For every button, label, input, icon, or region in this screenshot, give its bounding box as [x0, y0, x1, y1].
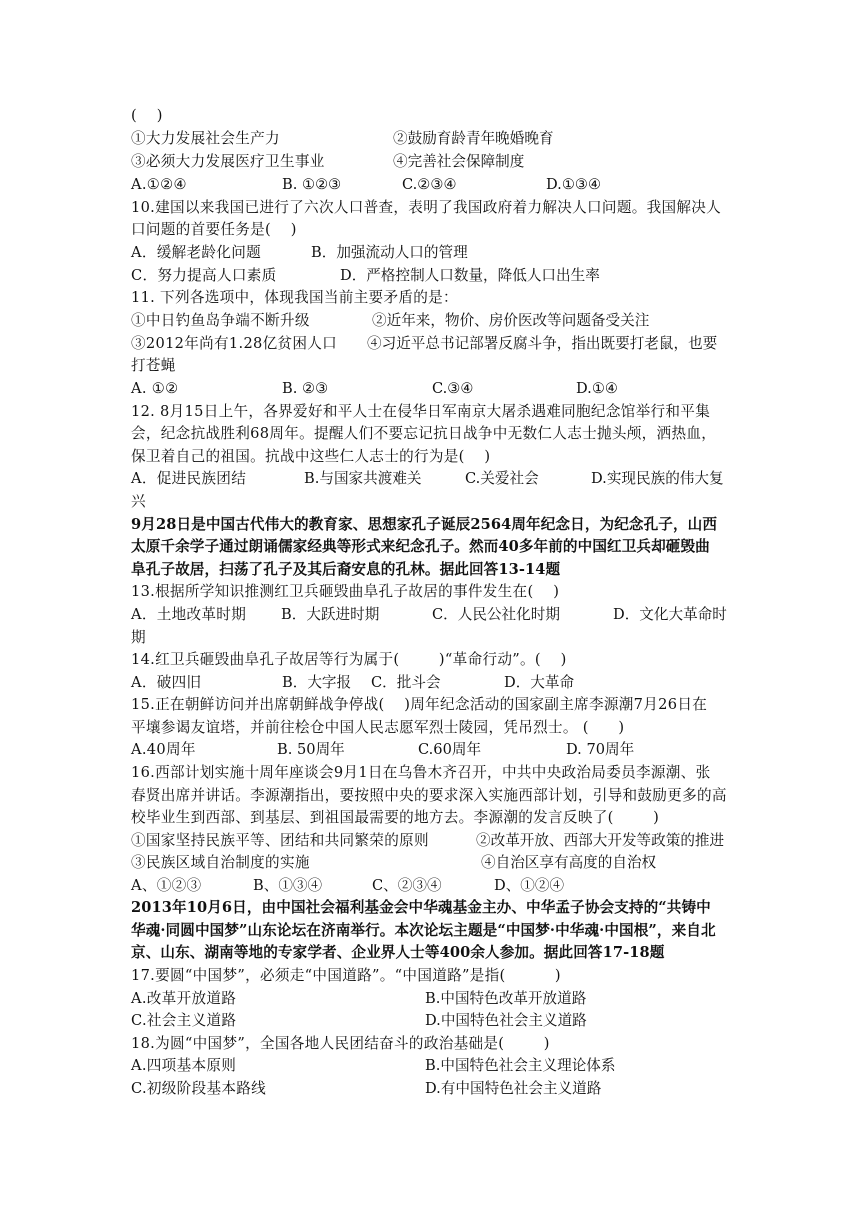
q17-choice-a: A.改革开放道路: [131, 990, 237, 1007]
q14-stem: 14.红卫兵砸毁曲阜孔子故居等行为属于( )“革命行动”。( ): [131, 651, 567, 668]
q15-choice-b: B. 50周年: [277, 741, 345, 758]
q16-stem-line3: 校毕业生到西部、到基层、到祖国最需要的地方去。李源潮的发言反映了( ): [131, 809, 660, 826]
q17-stem: 17.要圆“中国梦”，必须走“中国道路”。“中国道路”是指( ): [131, 967, 561, 984]
q10-choice-b: B．加强流动人口的管理: [311, 244, 468, 261]
q15-stem-line1: 15.正在朝鲜访问并出席朝鲜战争停战( )周年纪念活动的国家副主席李源潮7月26日在: [131, 696, 708, 713]
q16-option-2: ②改革开放、西部大开发等政策的推进: [476, 832, 725, 849]
q16-choice-d: D、①②④: [494, 877, 565, 894]
q17-choice-d: D.中国特色社会主义道路: [425, 1012, 587, 1029]
q11-option-3: ③2012年尚有1.28亿贫困人口: [131, 335, 338, 352]
q11-choice-b: B. ②③: [282, 380, 329, 397]
q13-stem: 13.根据所学知识推测红卫兵砸毁曲阜孔子故居的事件发生在( ): [131, 583, 560, 600]
q18-choice-a: A.四项基本原则: [131, 1057, 237, 1074]
q16-stem-line1: 16.西部计划实施十周年座谈会9月1日在乌鲁木齐召开，中共中央政治局委员李源潮、张: [131, 764, 711, 781]
q15-stem-line2: 平壤参谒友谊塔，并前往桧仓中国人民志愿军烈士陵园，凭吊烈士。 ( ): [131, 719, 625, 736]
q18-choice-b: B.中国特色社会主义理论体系: [425, 1057, 616, 1074]
q17-choice-b: B.中国特色改革开放道路: [425, 990, 587, 1007]
q12-choice-c: C.关爱社会: [465, 470, 539, 487]
q9-option-3: ③必须大力发展医疗卫生事业: [131, 153, 325, 170]
q13-choice-d-line1: D．文化大革命时: [613, 606, 727, 623]
material-1-line1: 9月28日是中国古代伟大的教育家、思想家孔子诞辰2564周年纪念日，为纪念孔子，山西: [131, 516, 718, 533]
q14-choice-d: D．大革命: [504, 674, 575, 691]
q11-stem: 11. 下列各选项中，体现我国当前主要矛盾的是：: [131, 289, 458, 306]
q16-stem-line2: 春贤出席并讲话。李源潮指出，要按照中央的要求深入实施西部计划，引导和鼓励更多的高: [131, 787, 727, 804]
q13-choice-d-line2: 期: [131, 629, 146, 646]
q13-choice-b: B．大跃进时期: [281, 606, 380, 623]
q15-choice-c: C.60周年: [418, 741, 482, 758]
q9-choice-b: B. ①②③: [282, 176, 342, 193]
q9-choice-c: C.②③④: [402, 176, 457, 193]
q11-choice-d: D.①④: [576, 380, 618, 397]
q18-stem: 18.为圆“中国梦”，全国各地人民团结奋斗的政治基础是( ): [131, 1035, 550, 1052]
q13-choice-c: C．人民公社化时期: [432, 606, 560, 623]
q11-option-4-line1: ④习近平总书记部署反腐斗争，指出既要打老鼠，也要: [367, 335, 718, 352]
q9-choice-d: D.①③④: [546, 176, 602, 193]
q12-stem-line3: 保卫着自己的祖国。抗战中这些仁人志士的行为是( ): [131, 448, 491, 465]
q12-choice-d-line2: 兴: [131, 493, 146, 510]
material-2-line2: 华魂·同圆中国梦”山东论坛在济南举行。本次论坛主题是“中国梦·中华魂·中国根”，来自北: [131, 922, 716, 939]
q16-choice-a: A、①②③: [131, 877, 202, 894]
q15-choice-d: D. 70周年: [566, 741, 635, 758]
material-2-line3: 京、山东、湖南等地的专家学者、企业界人士等400余人参加。据此回答17-18题: [131, 944, 665, 961]
q10-stem-line2: 口问题的首要任务是( ): [131, 221, 297, 238]
q18-choice-d: D.有中国特色社会主义道路: [425, 1080, 602, 1097]
q10-choice-c: C．努力提高人口素质: [131, 267, 277, 284]
q9-option-4: ④完善社会保障制度: [393, 153, 525, 170]
q16-option-3: ③民族区域自治制度的实施: [131, 854, 310, 871]
q13-choice-a: A．土地改革时期: [131, 606, 247, 623]
q10-choice-d: D．严格控制人口数量，降低人口出生率: [340, 267, 600, 284]
q10-choice-a: A．缓解老龄化问题: [131, 244, 261, 261]
q14-choice-c: C．批斗会: [371, 674, 441, 691]
q11-option-1: ①中日钓鱼岛争端不断升级: [131, 312, 310, 329]
q12-stem-line2: 会，纪念抗战胜利68周年。提醒人们不要忘记抗日战争中无数仁人志士抛头颅，洒热血，: [131, 425, 717, 442]
q11-choice-c: C.③④: [432, 380, 474, 397]
q12-stem-line1: 12. 8月15日上午，各界爱好和平人士在侵华日军南京大屠杀遇难同胞纪念馆举行和平集: [131, 403, 711, 420]
q17-choice-c: C.社会主义道路: [131, 1012, 237, 1029]
q11-option-2: ②近年来，物价、房价医改等问题备受关注: [372, 312, 650, 329]
q11-option-4-line2: 打苍蝇: [131, 357, 176, 374]
q14-choice-b: B．大字报: [282, 674, 352, 691]
q9-option-2: ②鼓励育龄青年晚婚晚育: [393, 130, 554, 147]
q12-choice-d-line1: D.实现民族的伟大复: [591, 470, 724, 487]
q10-stem-line1: 10.建国以来我国已进行了六次人口普查，表明了我国政府着力解决人口问题。我国解决人: [131, 199, 722, 216]
q16-option-1: ①国家坚持民族平等、团结和共同繁荣的原则: [131, 832, 429, 849]
q12-choice-a: A．促进民族团结: [131, 470, 247, 487]
q12-choice-b: B.与国家共渡难关: [304, 470, 422, 487]
q9-stem: ( ): [131, 107, 163, 124]
q9-choice-a: A.①②④: [131, 176, 187, 193]
q18-choice-c: C.初级阶段基本路线: [131, 1080, 267, 1097]
material-1-line2: 太原千余学子通过朗诵儒家经典等形式来纪念孔子。然而40多年前的中国红卫兵却砸毁曲: [131, 538, 710, 555]
material-2-line1: 2013年10月6日，由中国社会福利基金会中华魂基金主办、中华孟子协会支持的“共铸中: [131, 899, 711, 916]
q16-option-4: ④自治区享有高度的自治权: [481, 854, 657, 871]
q11-choice-a: A. ①②: [131, 380, 179, 397]
material-1-line3: 阜孔子故居，扫荡了孔子及其后裔安息的孔林。据此回答13-14题: [131, 561, 561, 578]
q16-choice-c: C、②③④: [372, 877, 442, 894]
q9-option-1: ①大力发展社会生产力: [131, 130, 280, 147]
q15-choice-a: A.40周年: [131, 741, 196, 758]
q14-choice-a: A．破四旧: [131, 674, 202, 691]
q16-choice-b: B、①③④: [253, 877, 323, 894]
